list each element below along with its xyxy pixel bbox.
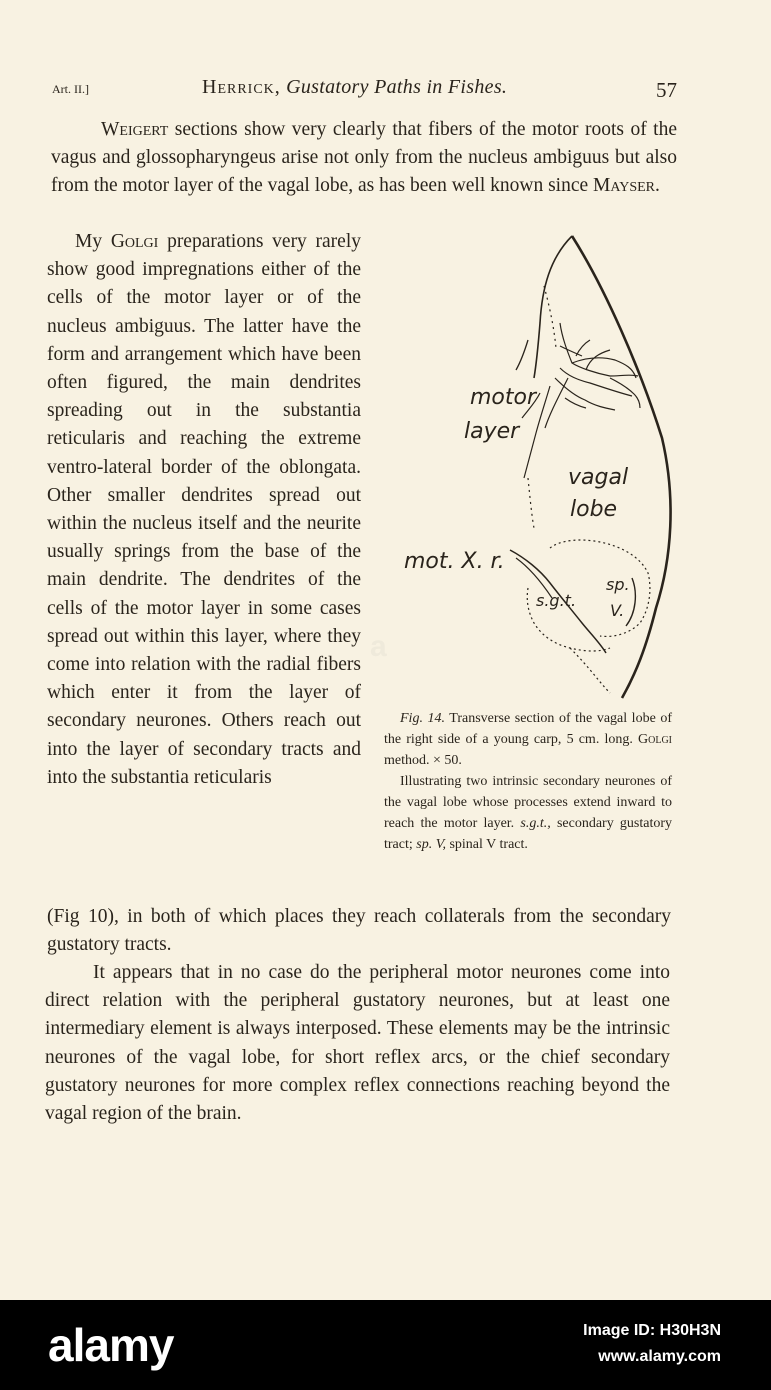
title-text: Gustatory Paths in Fishes.: [286, 76, 508, 98]
page-number: 57: [656, 78, 677, 102]
neurone-processes: [522, 323, 640, 478]
figure-14-drawing: [400, 228, 680, 708]
paragraph-1: [51, 116, 677, 201]
site-url: www.alamy.com: [598, 1348, 721, 1365]
caption-text-2-end: spinal V tract.: [445, 837, 528, 852]
lobe-inner-line: [534, 236, 572, 378]
paragraph-2: [47, 228, 361, 792]
label-layer: layer: [464, 419, 520, 444]
mayser-name: Mayser.: [593, 175, 660, 197]
lobe-inner-line-2: [516, 340, 528, 370]
weigert-name: Weigert: [101, 119, 169, 140]
vagal-lobe-illustration: [400, 228, 680, 708]
label-v: V.: [610, 601, 625, 620]
caption-golgi: Golgi: [638, 732, 672, 747]
label-vagal: vagal: [568, 465, 629, 490]
alamy-logo: alamy: [48, 1319, 174, 1371]
label-mot-x-r: mot. X. r.: [404, 549, 505, 574]
running-header: [52, 74, 677, 104]
caption-spv: sp. V,: [416, 837, 446, 852]
caption-text-2-mid: secondary gustatory tract;: [384, 816, 673, 852]
paragraph-2-start: My: [75, 231, 111, 252]
caption-part-2: [384, 771, 672, 855]
golgi-name: Golgi: [110, 231, 159, 252]
label-sp: sp.: [606, 575, 630, 594]
caption-sgt: s.g.t.,: [520, 816, 551, 831]
paragraph-4: It appears that in no case do the peripheral motor neurones come into direct relation with the peripheral gustatory neurones, but at least one intermediary element is always interposed. These elements may be the intrinsic neurones of the vagal lobe, for short reflex arcs, or the chief secondary gustatory neurones for more complex reflex connections reaching beyond the vagal region of the brain.: [45, 962, 670, 1125]
caption-text-1-end: method. × 50.: [384, 753, 462, 768]
author-name: Herrick,: [202, 76, 281, 98]
paragraph-1-text: sections show very clearly that fibers of the motor roots of the vagus and glossopharyngeus arise not only from the nucleus ambiguus but also from the motor layer of the vagal lobe, as has been well known since: [51, 119, 677, 197]
running-title: [202, 76, 507, 99]
figure-caption: [384, 708, 672, 855]
stock-footer: [0, 1300, 771, 1390]
lower-dotted: [570, 648, 610, 693]
label-sgt: s.g.t.: [536, 591, 577, 610]
watermark-mark: a: [370, 630, 387, 663]
paragraph-2-text: preparations very rarely show good impregnations either of the cells of the motor layer or of the nucleus ambiguus. The latter have the form and arrangement which have been often figured, the main dendrites spreading out in the substantia reticularis and reaching the extreme ventro-lateral border of the oblongata. Other smaller dendrites spread out within the nucleus itself and the neurite usually springs from the base of the main dendrite. The dendrites of the cells of the motor layer in some cases spread out within this layer, where they come into relation with the radial fibers which enter it from the layer of secondary neurones. Others reach out into the layer of secondary tracts and into the substantia reticularis: [47, 231, 361, 788]
paragraph-3: (Fig 10), in both of which places they reach collaterals from the secondary gustatory tracts.: [47, 906, 671, 956]
label-lobe: lobe: [570, 497, 618, 522]
dotted-boundary-2: [528, 478, 534, 528]
caption-part-1: [384, 708, 672, 771]
dotted-boundary: [544, 286, 556, 348]
caption-fig-label: Fig. 14.: [400, 711, 445, 726]
image-id: Image ID: H30H3N: [583, 1322, 721, 1339]
article-number: Art. II.]: [52, 82, 89, 96]
label-motor: motor: [470, 385, 537, 410]
caption-text-1: Transverse section of the vagal lobe of the right side of a young carp, 5 cm. long.: [384, 711, 672, 747]
caption-text-2: Illustrating two intrinsic secondary neurones of the vagal lobe whose processes extend inward to reach the motor layer.: [384, 774, 672, 831]
